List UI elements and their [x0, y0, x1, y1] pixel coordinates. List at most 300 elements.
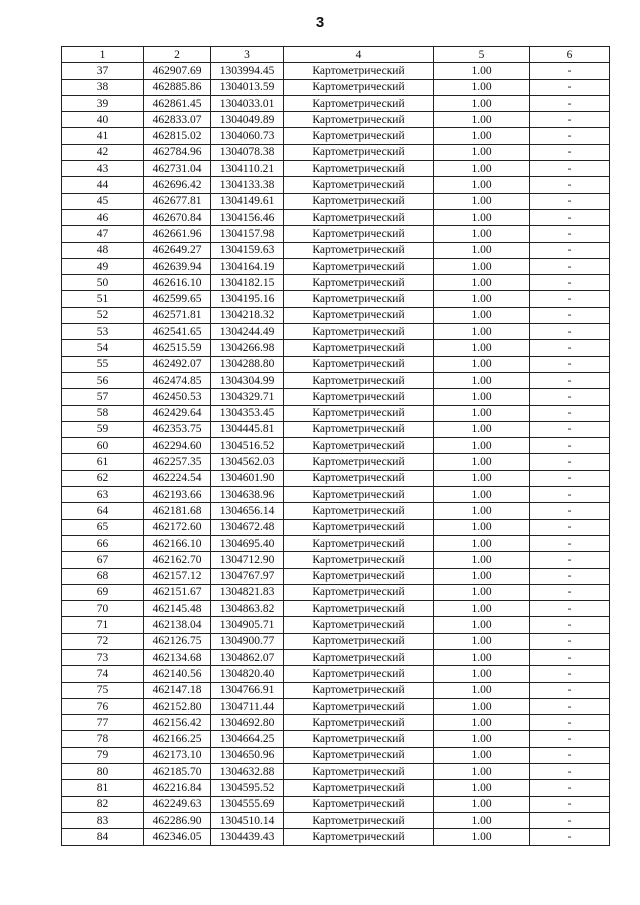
x-coordinate-cell: 462157.12 [144, 568, 211, 584]
x-coordinate-cell: 462147.18 [144, 682, 211, 698]
point-number-cell: 48 [62, 242, 144, 258]
table-row [62, 747, 610, 763]
x-coordinate-cell: 462907.69 [144, 63, 211, 79]
accuracy-cell: 1.00 [434, 324, 530, 340]
x-coordinate-cell: 462126.75 [144, 633, 211, 649]
method-cell: Картометрический [284, 617, 434, 633]
description-cell: - [530, 812, 610, 828]
accuracy-cell: 1.00 [434, 226, 530, 242]
description-cell: - [530, 258, 610, 274]
method-cell: Картометрический [284, 144, 434, 160]
x-coordinate-cell: 462216.84 [144, 780, 211, 796]
point-number-cell: 82 [62, 796, 144, 812]
point-number-cell: 43 [62, 161, 144, 177]
description-cell: - [530, 454, 610, 470]
description-cell: - [530, 503, 610, 519]
y-coordinate-cell: 1304712.90 [211, 552, 284, 568]
table-row [62, 95, 610, 111]
point-number-cell: 42 [62, 144, 144, 160]
y-coordinate-cell: 1304133.38 [211, 177, 284, 193]
table-row [62, 682, 610, 698]
point-number-cell: 45 [62, 193, 144, 209]
table-body [62, 63, 610, 845]
x-coordinate-cell: 462257.35 [144, 454, 211, 470]
coordinates-table [61, 46, 610, 846]
method-cell: Картометрический [284, 829, 434, 845]
point-number-cell: 55 [62, 356, 144, 372]
method-cell: Картометрический [284, 258, 434, 274]
point-number-cell: 73 [62, 649, 144, 665]
accuracy-cell: 1.00 [434, 63, 530, 79]
point-number-cell: 53 [62, 324, 144, 340]
accuracy-cell: 1.00 [434, 112, 530, 128]
table-header [62, 47, 610, 63]
y-coordinate-cell: 1304905.71 [211, 617, 284, 633]
method-cell: Картометрический [284, 421, 434, 437]
y-coordinate-cell: 1304078.38 [211, 144, 284, 160]
accuracy-cell: 1.00 [434, 307, 530, 323]
point-number-cell: 76 [62, 698, 144, 714]
table-row [62, 698, 610, 714]
point-number-cell: 61 [62, 454, 144, 470]
method-cell: Картометрический [284, 405, 434, 421]
point-number-cell: 44 [62, 177, 144, 193]
x-coordinate-cell: 462429.64 [144, 405, 211, 421]
column-header: 3 [211, 47, 284, 63]
description-cell: - [530, 780, 610, 796]
y-coordinate-cell: 1304695.40 [211, 535, 284, 551]
point-number-cell: 50 [62, 275, 144, 291]
description-cell: - [530, 112, 610, 128]
x-coordinate-cell: 462173.10 [144, 747, 211, 763]
x-coordinate-cell: 462515.59 [144, 340, 211, 356]
y-coordinate-cell: 1304900.77 [211, 633, 284, 649]
y-coordinate-cell: 1304767.97 [211, 568, 284, 584]
method-cell: Картометрический [284, 372, 434, 388]
x-coordinate-cell: 462616.10 [144, 275, 211, 291]
description-cell: - [530, 649, 610, 665]
point-number-cell: 57 [62, 389, 144, 405]
point-number-cell: 64 [62, 503, 144, 519]
y-coordinate-cell: 1304157.98 [211, 226, 284, 242]
x-coordinate-cell: 462661.96 [144, 226, 211, 242]
accuracy-cell: 1.00 [434, 633, 530, 649]
x-coordinate-cell: 462162.70 [144, 552, 211, 568]
y-coordinate-cell: 1304304.99 [211, 372, 284, 388]
description-cell: - [530, 79, 610, 95]
accuracy-cell: 1.00 [434, 698, 530, 714]
table-row [62, 177, 610, 193]
accuracy-cell: 1.00 [434, 454, 530, 470]
x-coordinate-cell: 462833.07 [144, 112, 211, 128]
table-row [62, 405, 610, 421]
accuracy-cell: 1.00 [434, 161, 530, 177]
y-coordinate-cell: 1304060.73 [211, 128, 284, 144]
method-cell: Картометрический [284, 454, 434, 470]
accuracy-cell: 1.00 [434, 95, 530, 111]
accuracy-cell: 1.00 [434, 796, 530, 812]
x-coordinate-cell: 462649.27 [144, 242, 211, 258]
point-number-cell: 60 [62, 438, 144, 454]
accuracy-cell: 1.00 [434, 552, 530, 568]
accuracy-cell: 1.00 [434, 193, 530, 209]
method-cell: Картометрический [284, 780, 434, 796]
y-coordinate-cell: 1304218.32 [211, 307, 284, 323]
column-header: 1 [62, 47, 144, 63]
table-row [62, 438, 610, 454]
accuracy-cell: 1.00 [434, 829, 530, 845]
method-cell: Картометрический [284, 601, 434, 617]
point-number-cell: 54 [62, 340, 144, 356]
point-number-cell: 69 [62, 584, 144, 600]
x-coordinate-cell: 462670.84 [144, 209, 211, 225]
description-cell: - [530, 144, 610, 160]
method-cell: Картометрический [284, 177, 434, 193]
description-cell: - [530, 161, 610, 177]
x-coordinate-cell: 462450.53 [144, 389, 211, 405]
description-cell: - [530, 95, 610, 111]
x-coordinate-cell: 462677.81 [144, 193, 211, 209]
method-cell: Картометрический [284, 112, 434, 128]
y-coordinate-cell: 1304516.52 [211, 438, 284, 454]
accuracy-cell: 1.00 [434, 780, 530, 796]
method-cell: Картометрический [284, 128, 434, 144]
accuracy-cell: 1.00 [434, 405, 530, 421]
method-cell: Картометрический [284, 584, 434, 600]
method-cell: Картометрический [284, 764, 434, 780]
method-cell: Картометрический [284, 193, 434, 209]
x-coordinate-cell: 462140.56 [144, 666, 211, 682]
description-cell: - [530, 796, 610, 812]
accuracy-cell: 1.00 [434, 764, 530, 780]
table-row [62, 487, 610, 503]
description-cell: - [530, 519, 610, 535]
method-cell: Картометрический [284, 633, 434, 649]
description-cell: - [530, 568, 610, 584]
column-header: 4 [284, 47, 434, 63]
accuracy-cell: 1.00 [434, 389, 530, 405]
y-coordinate-cell: 1304445.81 [211, 421, 284, 437]
y-coordinate-cell: 1304164.19 [211, 258, 284, 274]
point-number-cell: 78 [62, 731, 144, 747]
description-cell: - [530, 421, 610, 437]
accuracy-cell: 1.00 [434, 812, 530, 828]
column-header: 2 [144, 47, 211, 63]
table-row [62, 731, 610, 747]
description-cell: - [530, 389, 610, 405]
y-coordinate-cell: 1304110.21 [211, 161, 284, 177]
table-row [62, 79, 610, 95]
method-cell: Картометрический [284, 79, 434, 95]
table-row [62, 193, 610, 209]
method-cell: Картометрический [284, 161, 434, 177]
table-row [62, 568, 610, 584]
point-number-cell: 68 [62, 568, 144, 584]
description-cell: - [530, 405, 610, 421]
x-coordinate-cell: 462249.63 [144, 796, 211, 812]
accuracy-cell: 1.00 [434, 568, 530, 584]
table-row [62, 503, 610, 519]
table-row [62, 454, 610, 470]
method-cell: Картометрический [284, 438, 434, 454]
table-row [62, 63, 610, 79]
accuracy-cell: 1.00 [434, 258, 530, 274]
description-cell: - [530, 226, 610, 242]
point-number-cell: 72 [62, 633, 144, 649]
point-number-cell: 38 [62, 79, 144, 95]
method-cell: Картометрический [284, 666, 434, 682]
point-number-cell: 47 [62, 226, 144, 242]
y-coordinate-cell: 1304353.45 [211, 405, 284, 421]
table-row [62, 617, 610, 633]
table-row [62, 715, 610, 731]
point-number-cell: 74 [62, 666, 144, 682]
description-cell: - [530, 438, 610, 454]
y-coordinate-cell: 1304182.15 [211, 275, 284, 291]
method-cell: Картометрический [284, 796, 434, 812]
table-row [62, 324, 610, 340]
method-cell: Картометрический [284, 682, 434, 698]
y-coordinate-cell: 1304195.16 [211, 291, 284, 307]
point-number-cell: 71 [62, 617, 144, 633]
accuracy-cell: 1.00 [434, 421, 530, 437]
y-coordinate-cell: 1304288.80 [211, 356, 284, 372]
y-coordinate-cell: 1304033.01 [211, 95, 284, 111]
method-cell: Картометрический [284, 209, 434, 225]
accuracy-cell: 1.00 [434, 356, 530, 372]
x-coordinate-cell: 462193.66 [144, 487, 211, 503]
accuracy-cell: 1.00 [434, 682, 530, 698]
x-coordinate-cell: 462286.90 [144, 812, 211, 828]
description-cell: - [530, 633, 610, 649]
y-coordinate-cell: 1304863.82 [211, 601, 284, 617]
description-cell: - [530, 470, 610, 486]
x-coordinate-cell: 462885.86 [144, 79, 211, 95]
method-cell: Картометрический [284, 95, 434, 111]
table-row [62, 340, 610, 356]
description-cell: - [530, 291, 610, 307]
description-cell: - [530, 747, 610, 763]
table-row [62, 421, 610, 437]
method-cell: Картометрический [284, 324, 434, 340]
column-header: 5 [434, 47, 530, 63]
accuracy-cell: 1.00 [434, 275, 530, 291]
point-number-cell: 41 [62, 128, 144, 144]
table-row [62, 372, 610, 388]
accuracy-cell: 1.00 [434, 584, 530, 600]
y-coordinate-cell: 1304266.98 [211, 340, 284, 356]
accuracy-cell: 1.00 [434, 291, 530, 307]
table-row [62, 552, 610, 568]
description-cell: - [530, 209, 610, 225]
table-row [62, 112, 610, 128]
y-coordinate-cell: 1304638.96 [211, 487, 284, 503]
x-coordinate-cell: 462599.65 [144, 291, 211, 307]
description-cell: - [530, 177, 610, 193]
method-cell: Картометрический [284, 812, 434, 828]
point-number-cell: 66 [62, 535, 144, 551]
accuracy-cell: 1.00 [434, 715, 530, 731]
accuracy-cell: 1.00 [434, 438, 530, 454]
method-cell: Картометрический [284, 535, 434, 551]
table-row [62, 470, 610, 486]
x-coordinate-cell: 462166.10 [144, 535, 211, 551]
description-cell: - [530, 682, 610, 698]
point-number-cell: 77 [62, 715, 144, 731]
description-cell: - [530, 764, 610, 780]
table-row [62, 242, 610, 258]
y-coordinate-cell: 1304595.52 [211, 780, 284, 796]
y-coordinate-cell: 1304650.96 [211, 747, 284, 763]
page-number: 3 [315, 14, 325, 31]
accuracy-cell: 1.00 [434, 535, 530, 551]
point-number-cell: 65 [62, 519, 144, 535]
x-coordinate-cell: 462815.02 [144, 128, 211, 144]
description-cell: - [530, 307, 610, 323]
method-cell: Картометрический [284, 356, 434, 372]
column-header: 6 [530, 47, 610, 63]
y-coordinate-cell: 1304156.46 [211, 209, 284, 225]
accuracy-cell: 1.00 [434, 519, 530, 535]
method-cell: Картометрический [284, 698, 434, 714]
description-cell: - [530, 829, 610, 845]
x-coordinate-cell: 462541.65 [144, 324, 211, 340]
accuracy-cell: 1.00 [434, 372, 530, 388]
description-cell: - [530, 698, 610, 714]
description-cell: - [530, 487, 610, 503]
y-coordinate-cell: 1304510.14 [211, 812, 284, 828]
method-cell: Картометрический [284, 340, 434, 356]
point-number-cell: 51 [62, 291, 144, 307]
y-coordinate-cell: 1303994.45 [211, 63, 284, 79]
table-row [62, 519, 610, 535]
table-row [62, 226, 610, 242]
point-number-cell: 52 [62, 307, 144, 323]
method-cell: Картометрический [284, 63, 434, 79]
description-cell: - [530, 356, 610, 372]
x-coordinate-cell: 462474.85 [144, 372, 211, 388]
accuracy-cell: 1.00 [434, 649, 530, 665]
x-coordinate-cell: 462172.60 [144, 519, 211, 535]
y-coordinate-cell: 1304664.25 [211, 731, 284, 747]
table-row [62, 666, 610, 682]
table-row [62, 584, 610, 600]
accuracy-cell: 1.00 [434, 79, 530, 95]
x-coordinate-cell: 462639.94 [144, 258, 211, 274]
table-row [62, 601, 610, 617]
description-cell: - [530, 535, 610, 551]
y-coordinate-cell: 1304159.63 [211, 242, 284, 258]
accuracy-cell: 1.00 [434, 209, 530, 225]
method-cell: Картометрический [284, 649, 434, 665]
y-coordinate-cell: 1304766.91 [211, 682, 284, 698]
point-number-cell: 46 [62, 209, 144, 225]
accuracy-cell: 1.00 [434, 144, 530, 160]
table-row [62, 764, 610, 780]
method-cell: Картометрический [284, 242, 434, 258]
y-coordinate-cell: 1304013.59 [211, 79, 284, 95]
point-number-cell: 58 [62, 405, 144, 421]
y-coordinate-cell: 1304149.61 [211, 193, 284, 209]
y-coordinate-cell: 1304439.43 [211, 829, 284, 845]
accuracy-cell: 1.00 [434, 470, 530, 486]
y-coordinate-cell: 1304692.80 [211, 715, 284, 731]
point-number-cell: 40 [62, 112, 144, 128]
method-cell: Картометрический [284, 291, 434, 307]
table-row [62, 209, 610, 225]
description-cell: - [530, 275, 610, 291]
table-row [62, 535, 610, 551]
point-number-cell: 84 [62, 829, 144, 845]
description-cell: - [530, 324, 610, 340]
x-coordinate-cell: 462784.96 [144, 144, 211, 160]
accuracy-cell: 1.00 [434, 128, 530, 144]
table-row [62, 829, 610, 845]
point-number-cell: 83 [62, 812, 144, 828]
x-coordinate-cell: 462138.04 [144, 617, 211, 633]
description-cell: - [530, 715, 610, 731]
accuracy-cell: 1.00 [434, 731, 530, 747]
point-number-cell: 70 [62, 601, 144, 617]
y-coordinate-cell: 1304656.14 [211, 503, 284, 519]
method-cell: Картометрический [284, 275, 434, 291]
x-coordinate-cell: 462185.70 [144, 764, 211, 780]
description-cell: - [530, 372, 610, 388]
accuracy-cell: 1.00 [434, 747, 530, 763]
method-cell: Картометрический [284, 470, 434, 486]
x-coordinate-cell: 462151.67 [144, 584, 211, 600]
method-cell: Картометрический [284, 552, 434, 568]
method-cell: Картометрический [284, 503, 434, 519]
y-coordinate-cell: 1304821.83 [211, 584, 284, 600]
point-number-cell: 67 [62, 552, 144, 568]
x-coordinate-cell: 462696.42 [144, 177, 211, 193]
point-number-cell: 75 [62, 682, 144, 698]
point-number-cell: 63 [62, 487, 144, 503]
point-number-cell: 79 [62, 747, 144, 763]
method-cell: Картометрический [284, 519, 434, 535]
point-number-cell: 80 [62, 764, 144, 780]
accuracy-cell: 1.00 [434, 177, 530, 193]
accuracy-cell: 1.00 [434, 601, 530, 617]
x-coordinate-cell: 462134.68 [144, 649, 211, 665]
y-coordinate-cell: 1304244.49 [211, 324, 284, 340]
method-cell: Картометрический [284, 715, 434, 731]
method-cell: Картометрический [284, 568, 434, 584]
method-cell: Картометрический [284, 226, 434, 242]
table-row [62, 258, 610, 274]
x-coordinate-cell: 462731.04 [144, 161, 211, 177]
x-coordinate-cell: 462152.80 [144, 698, 211, 714]
x-coordinate-cell: 462294.60 [144, 438, 211, 454]
x-coordinate-cell: 462145.48 [144, 601, 211, 617]
table-row [62, 161, 610, 177]
table-row [62, 796, 610, 812]
method-cell: Картометрический [284, 389, 434, 405]
table-row [62, 144, 610, 160]
table-row [62, 780, 610, 796]
table-row [62, 633, 610, 649]
accuracy-cell: 1.00 [434, 617, 530, 633]
y-coordinate-cell: 1304711.44 [211, 698, 284, 714]
accuracy-cell: 1.00 [434, 340, 530, 356]
accuracy-cell: 1.00 [434, 503, 530, 519]
accuracy-cell: 1.00 [434, 242, 530, 258]
x-coordinate-cell: 462181.68 [144, 503, 211, 519]
y-coordinate-cell: 1304329.71 [211, 389, 284, 405]
y-coordinate-cell: 1304049.89 [211, 112, 284, 128]
description-cell: - [530, 128, 610, 144]
